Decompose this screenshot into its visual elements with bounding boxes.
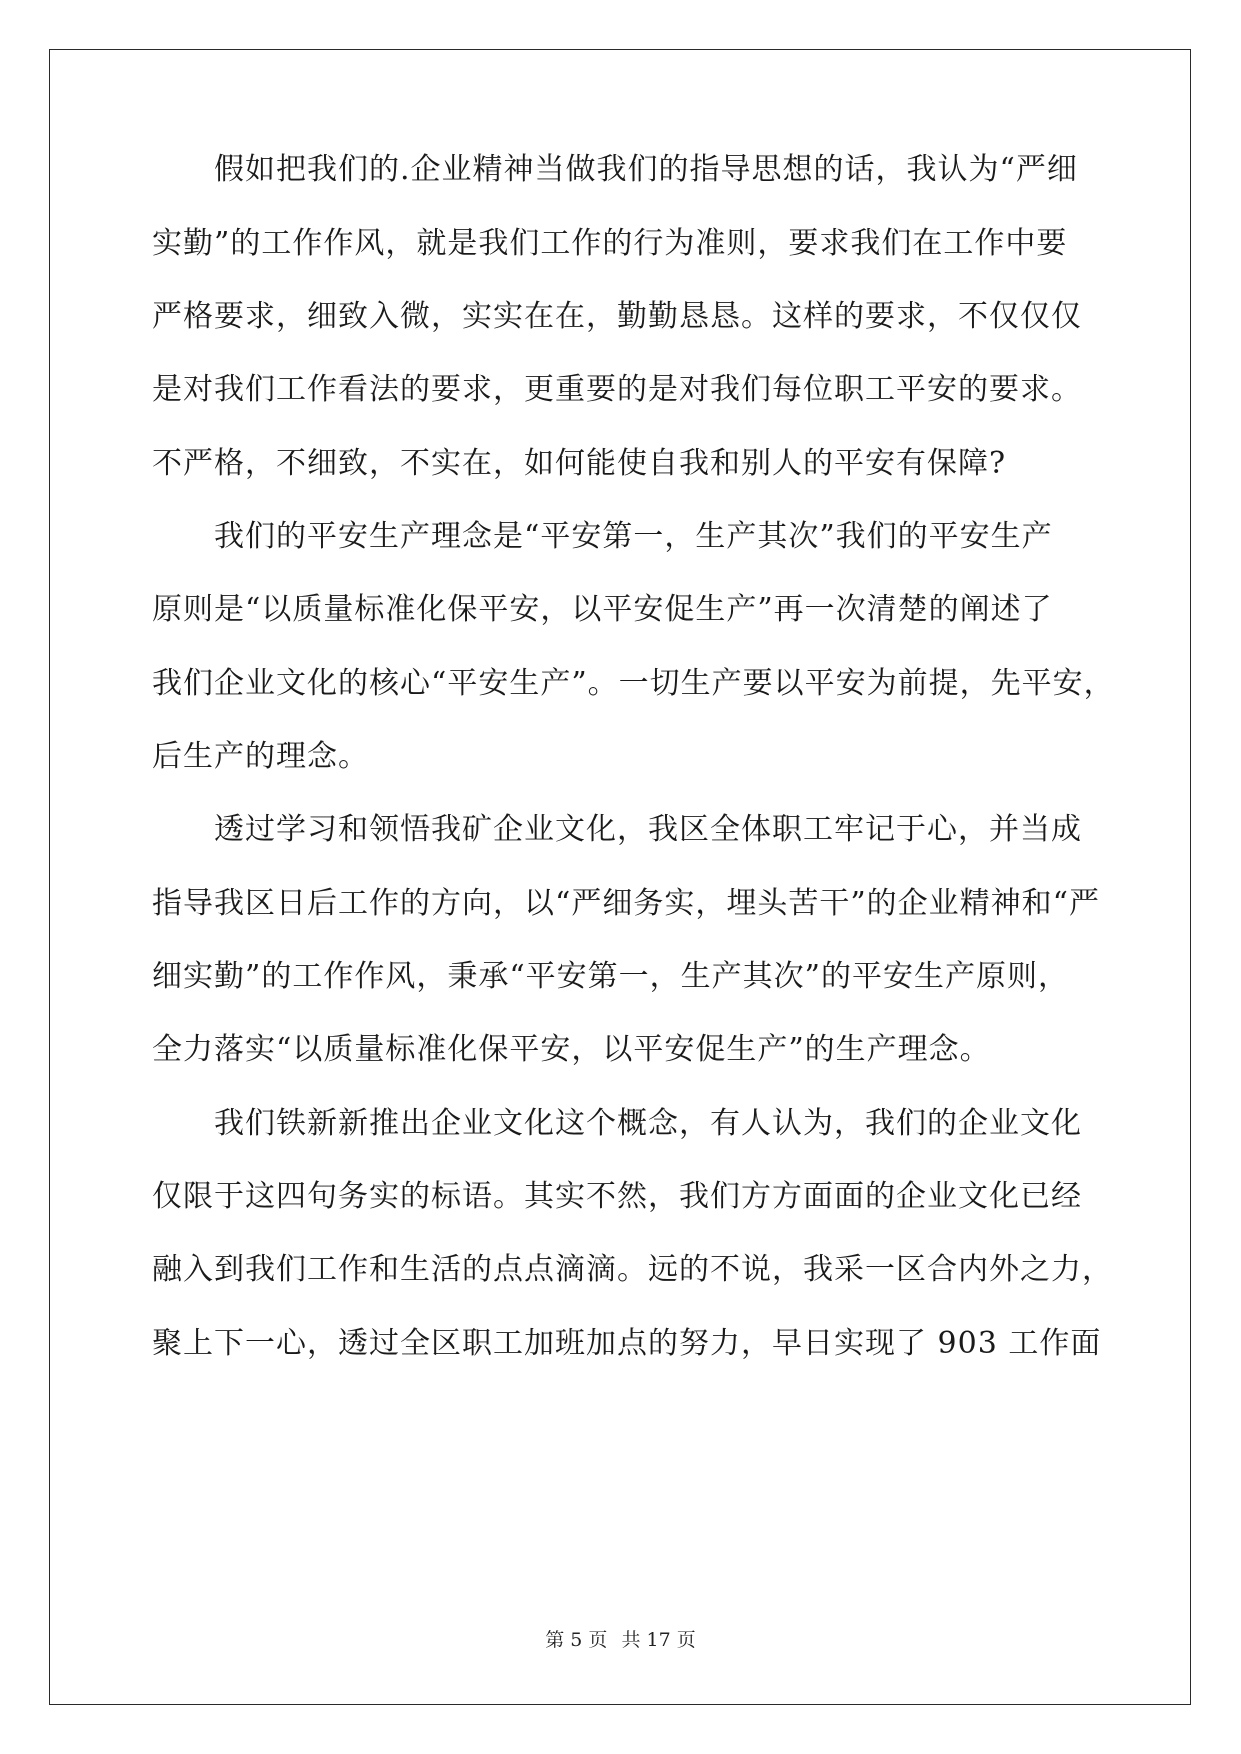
text-line: 后生产的理念。 <box>152 739 369 774</box>
text-line: 假如把我们的.企业精神当做我们的指导思想的话，我认为“严细 <box>152 152 1078 187</box>
page-footer <box>0 1628 1241 1652</box>
text-line: 仅限于这四句务实的标语。其实不然，我们方方面面的企业文化已经 <box>152 1179 1082 1214</box>
text-line: 是对我们工作看法的要求，更重要的是对我们每位职工平安的要求。 <box>152 372 1082 407</box>
text-line: 不严格，不细致，不实在，如何能使自我和别人的平安有保障? <box>152 446 1007 481</box>
text-line: 我们铁新新推出企业文化这个概念，有人认为，我们的企业文化 <box>152 1106 1082 1141</box>
text-line: 严格要求，细致入微，实实在在，勤勤恳恳。这样的要求，不仅仅仅 <box>152 299 1082 334</box>
text-line: 全力落实“以质量标准化保平安，以平安促生产”的生产理念。 <box>152 1032 991 1067</box>
text-line: 透过学习和领悟我矿企业文化，我区全体职工牢记于心，并当成 <box>152 812 1082 847</box>
text-line: 我们的平安生产理念是“平安第一，生产其次”我们的平安生产 <box>152 519 1053 554</box>
text-line: 我们企业文化的核心“平安生产”。一切生产要以平安为前提，先平安， <box>152 666 1115 701</box>
page-number: 第 5 页 <box>545 1629 608 1651</box>
text-line: 指导我区日后工作的方向，以“严细务实，埋头苦干”的企业精神和“严 <box>152 886 1101 921</box>
text-line: 原则是“以质量标准化保平安，以平安促生产”再一次清楚的阐述了 <box>152 592 1053 627</box>
text-line: 融入到我们工作和生活的点点滴滴。远的不说，我采一区合内外之力， <box>152 1252 1113 1287</box>
text-line: 实勤”的工作作风，就是我们工作的行为准则，要求我们在工作中要 <box>152 226 1068 261</box>
page-total: 共 17 页 <box>621 1629 696 1651</box>
text-line: 细实勤”的工作作风，秉承“平安第一，生产其次”的平安生产原则， <box>152 959 1070 994</box>
text-line: 聚上下一心，透过全区职工加班加点的努力，早日实现了 903 工作面 <box>152 1326 1102 1361</box>
